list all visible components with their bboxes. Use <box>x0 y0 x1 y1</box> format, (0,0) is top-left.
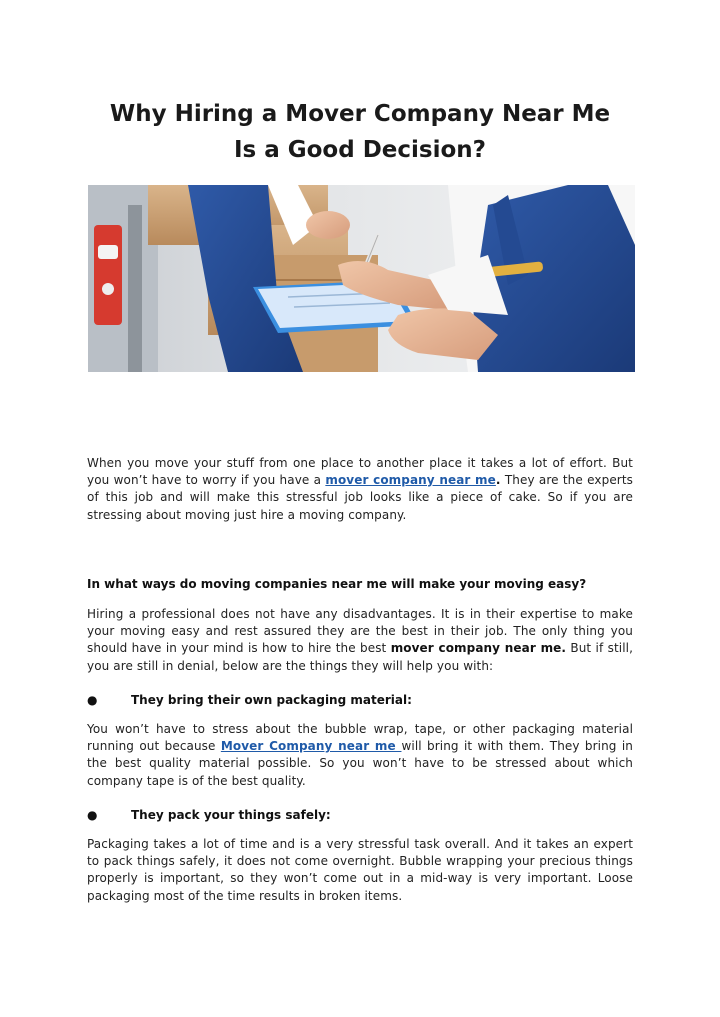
pack-safely-paragraph: Packaging takes a lot of time and is a very stressful task overall. And it takes an expert to pack things safely, it does not come overnight. Bubble wrapping your precious things properly is important, so they won’t come out in a mid-way is very important. Loose packaging most of the time results in broken items. <box>87 837 633 903</box>
title-line-2: Is a Good Decision? <box>233 137 487 163</box>
bullet-item-pack-safely <box>87 808 647 822</box>
intro-text-before: When you move your stuff from one place to another place it takes a lot of effort. But you won’t have to worry if you have a <box>87 456 633 488</box>
mover-with-clipboard-photo <box>88 185 635 372</box>
page-title <box>60 96 660 168</box>
bullet-label: They bring their own packaging material: <box>131 693 412 707</box>
packaging-text-before: You won’t have to stress about the bubble wrap, tape, or other packaging material running out because <box>87 722 633 754</box>
intro-period: . <box>495 473 501 488</box>
mover-company-near-me-link-2[interactable]: Mover Company near me <box>220 739 402 754</box>
bullet-marker: ● <box>87 808 98 822</box>
title-line-1: Why Hiring a Mover Company Near Me <box>109 101 611 127</box>
intro-text-after: They are the experts of this job and will make this stressful job looks like a piece of cake. So if you are stressing about moving just hire a moving company. <box>87 473 633 522</box>
bullet-item-packaging <box>87 693 647 707</box>
packaging-paragraph <box>87 721 633 790</box>
section-text-after: But if still, you are still in denial, below are the things they will help you with: <box>87 641 634 673</box>
section-text-before: Hiring a professional does not have any disadvantages. It is in their expertise to make your moving easy and rest assured they are the best in their job. The only thing you should have in your mind is how to hire the best <box>87 607 633 656</box>
mover-company-near-me-link[interactable]: mover company near me <box>325 473 496 488</box>
section-bold-text: mover company near me. <box>390 641 567 656</box>
intro-paragraph <box>87 455 633 524</box>
section-paragraph <box>87 606 633 675</box>
section-heading: In what ways do moving companies near me will make your moving easy? <box>87 577 587 591</box>
bullet-marker: ● <box>87 693 98 707</box>
bullet-label: They pack your things safely: <box>131 808 331 822</box>
packaging-text-after: will bring it with them. They bring in the best quality material possible. So you won’t have to be stressed about which company tape is of the best quality. <box>87 739 633 788</box>
